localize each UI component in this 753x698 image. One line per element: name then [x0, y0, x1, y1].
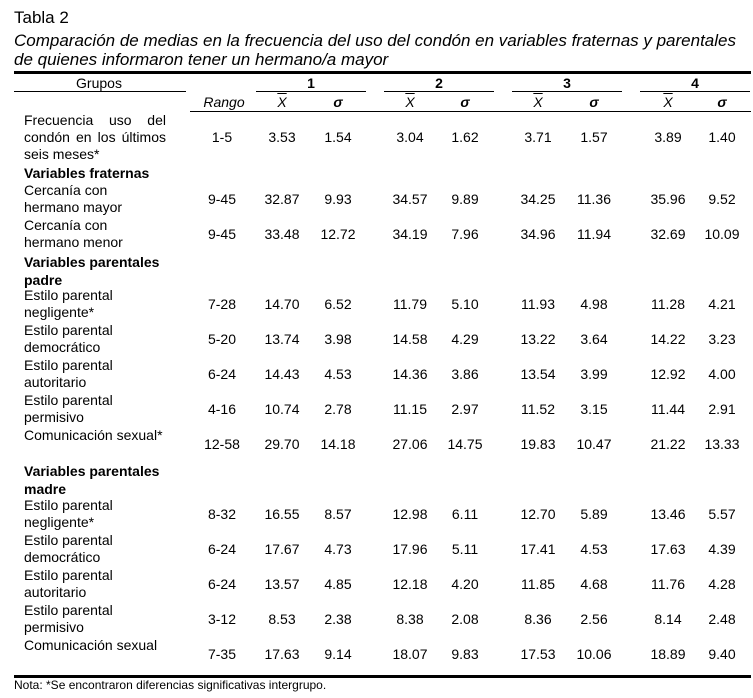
mean-value: 17.96: [392, 540, 428, 557]
mean-value: 13.57: [264, 575, 300, 592]
mean-value: 29.70: [264, 435, 300, 452]
mean-value: 17.63: [650, 540, 686, 557]
mean-value: 19.83: [520, 435, 556, 452]
sd-value: 3.64: [580, 330, 608, 347]
sd-value: 3.98: [324, 330, 352, 347]
mean-header: [510, 94, 566, 111]
row-rango: 3-12: [207, 610, 237, 627]
row-rango: 9-45: [207, 190, 237, 207]
mean-value: 32.69: [650, 225, 686, 242]
table-title: Tabla 2: [14, 8, 69, 27]
mean-symbol: $\overline{X}$: [663, 94, 673, 110]
mean-value: 17.67: [264, 540, 300, 557]
group-2-header: 2: [435, 75, 443, 91]
group-3-rule: [512, 91, 622, 92]
sd-value: 14.18: [320, 435, 356, 452]
sd-value: 4.85: [324, 575, 352, 592]
sd-value: 4.00: [708, 365, 736, 382]
mean-value: 8.36: [524, 610, 552, 627]
row-label: Estilo parental democrático: [24, 322, 113, 355]
sd-value: 9.93: [324, 190, 352, 207]
row-label: Estilo parental democrático: [24, 532, 113, 565]
mean-value: 14.58: [392, 330, 428, 347]
mean-value: 14.43: [264, 365, 300, 382]
row-rango: 4-16: [207, 400, 237, 417]
sd-value: 2.56: [580, 610, 608, 627]
sd-value: 11.36: [577, 190, 611, 207]
mean-value: 13.54: [520, 365, 556, 382]
mean-value: 34.96: [520, 225, 556, 242]
mean-value: 21.22: [650, 435, 686, 452]
sd-header: [437, 94, 493, 111]
sd-value: 2.97: [451, 400, 479, 417]
row-label: Cercanía con hermano mayor: [24, 182, 123, 215]
sd-value: 9.52: [708, 190, 736, 207]
section-heading: Variables parentales madre: [24, 463, 160, 497]
row-label: Estilo parental autoritario: [24, 357, 113, 390]
sd-symbol: σ: [589, 94, 599, 110]
sd-value: 3.99: [580, 365, 608, 382]
sd-value: 4.73: [324, 540, 352, 557]
sd-value: 1.57: [580, 129, 608, 145]
mean-value: 10.74: [264, 400, 300, 417]
row-rango: 1-5: [211, 129, 233, 145]
sd-value: 2.38: [324, 610, 352, 627]
mean-value: 17.41: [520, 540, 556, 557]
rango-header: Rango: [203, 94, 245, 110]
mean-value: 17.63: [264, 645, 300, 662]
row-label: Cercanía con hermano menor: [24, 217, 123, 250]
sd-value: 4.28: [708, 575, 736, 592]
sd-value: 5.89: [580, 505, 608, 522]
mean-value: 11.76: [651, 575, 685, 592]
mean-symbol: $\overline{X}$: [405, 94, 415, 110]
sd-value: 4.29: [451, 330, 479, 347]
sd-value: 10.06: [576, 645, 612, 662]
top-rule: [14, 71, 751, 74]
mean-value: 3.89: [654, 129, 682, 145]
row-rango: 9-45: [207, 225, 237, 242]
mean-value: 11.85: [521, 575, 555, 592]
mean-value: 18.89: [650, 645, 686, 662]
group-3-header: 3: [563, 75, 571, 91]
group-1-header: 1: [307, 75, 315, 91]
row-label: Frecuencia uso del condón en los últimos seis meses*: [24, 112, 166, 162]
sd-value: 1.62: [451, 129, 479, 145]
sd-value: 4.53: [580, 540, 608, 557]
groups-header: Grupos: [76, 75, 122, 91]
sd-value: 10.47: [576, 435, 612, 452]
sd-value: 11.94: [577, 225, 611, 242]
sd-value: 10.09: [704, 225, 740, 242]
sd-header: [694, 94, 750, 111]
sd-value: 5.57: [708, 505, 736, 522]
groups-rule: [14, 91, 186, 92]
sd-value: 4.53: [324, 365, 352, 382]
table-note: Nota: *Se encontraron diferencias significativas intergrupo.: [14, 678, 327, 692]
mean-value: 11.15: [393, 400, 427, 417]
mean-value: 12.98: [392, 505, 428, 522]
mean-header: [640, 94, 696, 111]
mean-value: 11.79: [393, 295, 427, 312]
row-rango: 8-32: [207, 505, 237, 522]
sd-value: 4.98: [580, 295, 608, 312]
mean-header: [382, 94, 438, 111]
mean-value: 12.18: [392, 575, 428, 592]
sd-value: 3.15: [580, 400, 608, 417]
mean-value: 27.06: [392, 435, 428, 452]
mean-value: 18.07: [392, 645, 428, 662]
sd-value: 4.39: [708, 540, 736, 557]
mean-value: 13.46: [650, 505, 686, 522]
mean-value: 34.25: [520, 190, 556, 207]
sd-value: 3.23: [708, 330, 736, 347]
mean-value: 11.28: [651, 295, 685, 312]
mean-value: 13.74: [264, 330, 300, 347]
sd-value: 8.57: [324, 505, 352, 522]
sd-value: 4.21: [708, 295, 736, 312]
row-rango: 12-58: [204, 435, 240, 452]
mean-value: 33.48: [264, 225, 300, 242]
sd-value: 9.40: [708, 645, 736, 662]
sd-header: [310, 94, 366, 111]
sd-value: 13.33: [704, 435, 740, 452]
row-label: Estilo parental autoritario: [24, 567, 113, 600]
mean-value: 8.14: [654, 610, 682, 627]
row-label: Comunicación sexual: [24, 637, 158, 653]
group-4-header: 4: [691, 75, 699, 91]
sd-value: 2.78: [324, 400, 352, 417]
sd-value: 4.68: [580, 575, 608, 592]
sd-value: 5.11: [451, 540, 479, 557]
mean-value: 14.70: [264, 295, 300, 312]
sd-value: 4.20: [451, 575, 479, 592]
row-rango: 5-20: [207, 330, 237, 347]
mean-value: 12.92: [650, 365, 686, 382]
row-label: Estilo parental permisivo: [24, 602, 113, 635]
mean-header: [254, 94, 310, 111]
section-heading: Variables fraternas: [24, 165, 150, 181]
section-heading: Variables parentales padre: [24, 254, 160, 288]
sd-value: 3.86: [451, 365, 479, 382]
mean-value: 11.52: [521, 400, 555, 417]
row-rango: 6-24: [207, 540, 237, 557]
mean-symbol: $\overline{X}$: [277, 94, 287, 110]
sd-value: 6.52: [324, 295, 352, 312]
row-label: Comunicación sexual*: [24, 427, 163, 443]
sd-symbol: σ: [460, 94, 470, 110]
sd-value: 14.75: [447, 435, 483, 452]
row-rango: 6-24: [207, 575, 237, 592]
mean-value: 12.70: [520, 505, 556, 522]
mean-value: 11.93: [521, 295, 555, 312]
mean-value: 8.38: [396, 610, 424, 627]
sd-value: 6.11: [451, 505, 479, 522]
sd-header: [566, 94, 622, 111]
mean-value: 35.96: [650, 190, 686, 207]
sd-symbol: σ: [333, 94, 343, 110]
row-rango: 6-24: [207, 365, 237, 382]
sd-value: 2.48: [708, 610, 736, 627]
sd-value: 1.54: [324, 129, 352, 145]
group-2-rule: [384, 91, 494, 92]
mean-value: 34.19: [392, 225, 428, 242]
group-1-rule: [256, 91, 366, 92]
sd-value: 9.83: [451, 645, 479, 662]
sd-value: 2.91: [708, 400, 736, 417]
row-label: Estilo parental negligente*: [24, 497, 113, 530]
group-4-rule: [640, 91, 750, 92]
mean-value: 32.87: [264, 190, 300, 207]
mean-value: 16.55: [264, 505, 300, 522]
mean-value: 14.22: [650, 330, 686, 347]
mean-symbol: $\overline{X}$: [533, 94, 543, 110]
mean-value: 3.53: [268, 129, 296, 145]
mean-value: 17.53: [520, 645, 556, 662]
row-label: Estilo parental negligente*: [24, 287, 113, 320]
sd-symbol: σ: [717, 94, 727, 110]
mean-value: 3.71: [524, 129, 552, 145]
sd-value: 2.08: [451, 610, 479, 627]
mean-value: 34.57: [392, 190, 428, 207]
table-caption: Comparación de medias en la frecuencia del uso del condón en variables fraternas y parentales de quienes informaron tener un hermano/a mayor: [14, 31, 736, 69]
row-rango: 7-35: [207, 645, 237, 662]
sd-value: 9.89: [451, 190, 479, 207]
sd-value: 9.14: [324, 645, 352, 662]
header-rule: [190, 111, 751, 112]
sd-value: 5.10: [451, 295, 479, 312]
row-label: Estilo parental permisivo: [24, 392, 113, 425]
sd-value: 7.96: [451, 225, 479, 242]
mean-value: 11.44: [651, 400, 685, 417]
sd-value: 12.72: [320, 225, 356, 242]
row-rango: 7-28: [207, 295, 237, 312]
mean-value: 13.22: [520, 330, 556, 347]
mean-value: 14.36: [392, 365, 428, 382]
mean-value: 3.04: [396, 129, 424, 145]
mean-value: 8.53: [268, 610, 296, 627]
sd-value: 1.40: [708, 129, 736, 145]
